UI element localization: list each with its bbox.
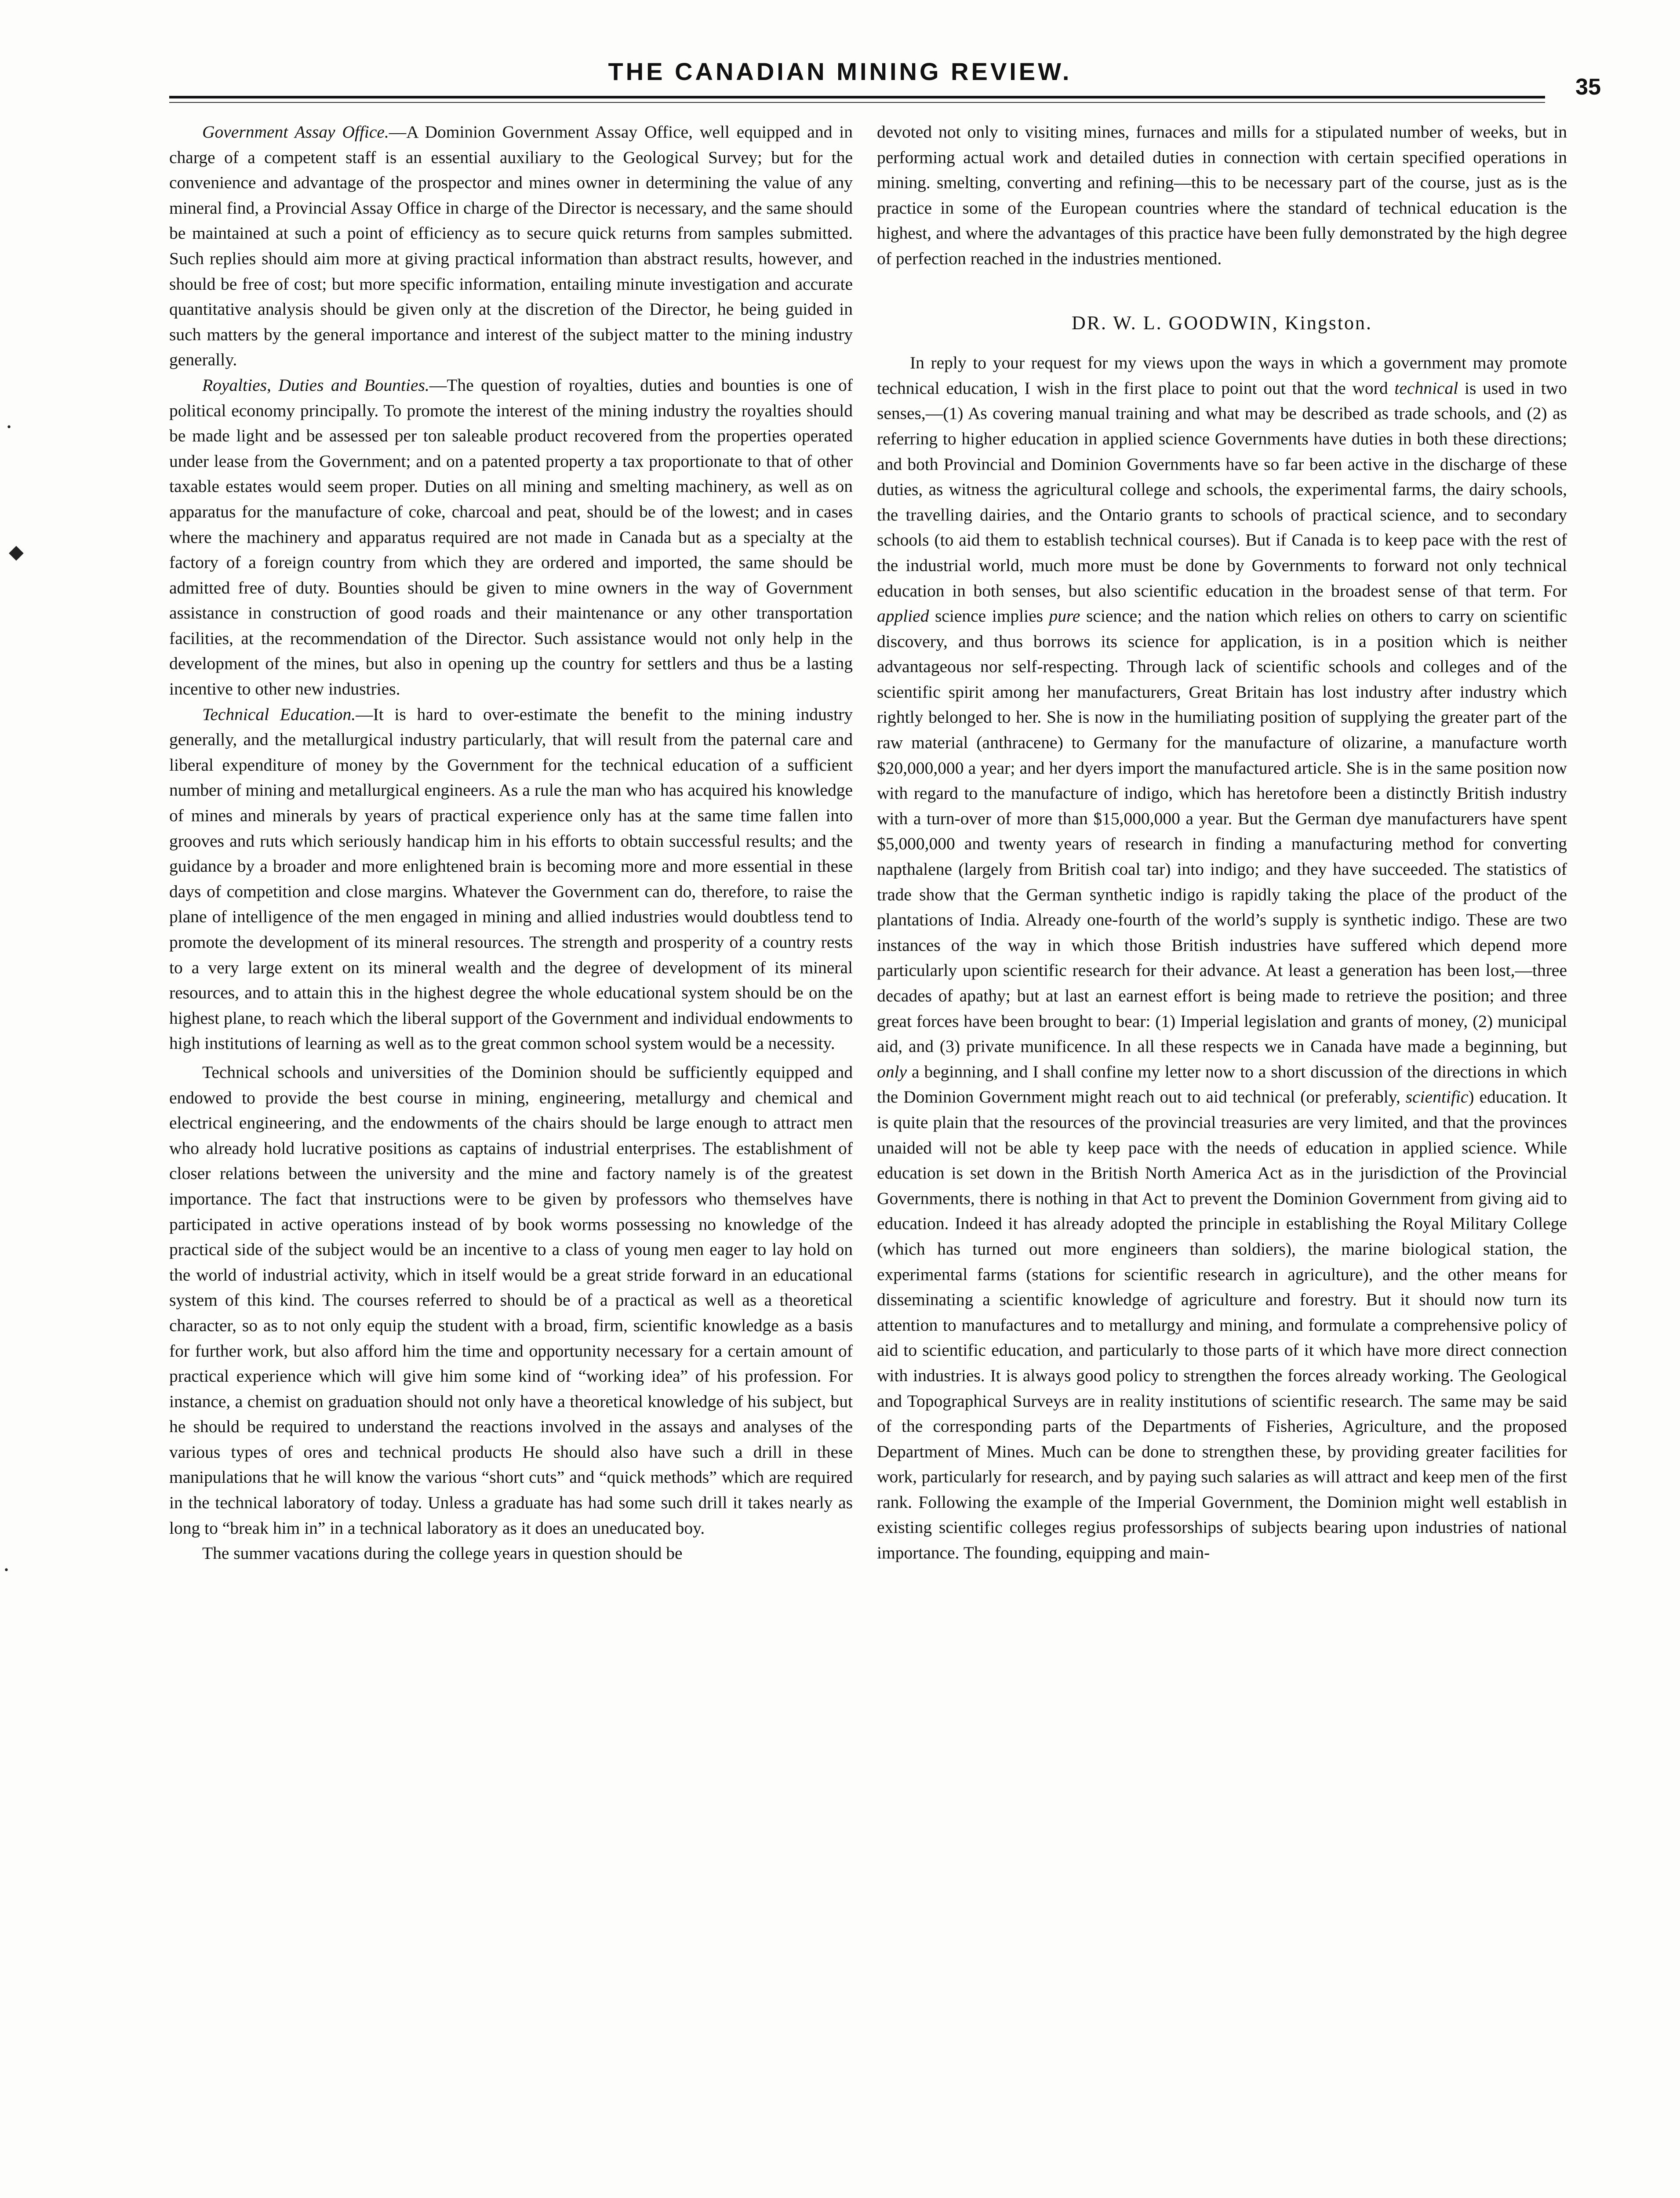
goodwin-italic-word: pure bbox=[1049, 606, 1080, 626]
right-column bbox=[877, 120, 1567, 1566]
goodwin-italic-word: only bbox=[877, 1062, 907, 1081]
goodwin-text-part: science implies bbox=[929, 606, 1049, 626]
margin-dot-lower-icon: • bbox=[4, 1565, 9, 1576]
technical-schools-paragraph: Technical schools and universities of the Dominion should be sufficiently equipped and endowed to provide the best course in mining, engineering, metallurgy and chemical and electrical engineering, and the endowments of the chairs should be large enough to attract men who already hold lucrative positions as captains of industrial enterprises. The establishment of closer relations between the university and the mine and factory namely is of the greatest importance. The fact that instructions were to be given by professors who themselves have participated in active operations instead of by book worms possessing no knowledge of the practical side of the subject would be an incentive to a class of young men eager to lay hold on the world of industrial activity, which in itself would be a great stride forward in an educational system of this kind. The courses referred to should be of a practical as well as a theoretical character, so as to not only equip the student with a broad, firm, scientific knowledge as a basis for further work, but also afford him the time and opportunity necessary for a certain amount of practical experience which will give him some kind of “working idea” of his profession. For instance, a chemist on graduation should not only have a theoretical knowledge of his subject, but he should be required to understand the reactions involved in the assays and analyses of the various types of ores and technical products He should also have such a drill in these manipulations that he will know the various “short cuts” and “quick methods” which are required in the technical laboratory of today. Unless a graduate has had some such drill it takes nearly as long to “break him in” in a technical laboratory as it does an uneducated boy. bbox=[169, 1062, 853, 1538]
royalties-title: Royalties, Duties and Bounties. bbox=[202, 375, 429, 395]
royalties-body: —The question of royalties, duties and bounties is one of political economy principally. To promote the interest of the mining industry the royalties should be made light and be assessed per ton saleable product recovered from the properties operated under lease from the Government; and on a patented property a tax proportionate to that of other taxable estates would seem proper. Duties on all mining and smelting machinery, as well as on apparatus for the manufacture of coke, charcoal and peat, should be of the lowest; and in cases where the machinery and apparatus required are not made in Canada but as a specialty at the factory of a foreign country from which they are ordered and imported, the same should be admitted free of duty. Bounties should be given to mine owners in the way of Government assistance in construction of good roads and their maintenance or any other transportation facilities, at the recommendation of the Director. Such assistance would not only help in the development of the mines, but also in opening up the country for settlers and thus be a lasting incentive to other new industries. bbox=[169, 375, 853, 699]
assay-office-body: —A Dominion Government Assay Office, well equipped and in charge of a competent staff is an essential auxiliary to the Geological Survey; but for the convenience and advantage of the prospector and mines owner in determining the value of any mineral find, a Provincial Assay Office in charge of the Director is necessary, and the same should be maintained at such a point of efficiency as to secure quick returns from samples submitted. Such replies should aim more at giving practical information than abstract results, however, and should be free of cost; but more specific information, entailing minute investigation and accurate quantitative analysis should be given only at the discretion of the Director, he being guided in such matters by the general importance and interest of the subject matter to the mining industry generally. bbox=[169, 122, 853, 370]
technical-education-body: —It is hard to over-estimate the benefit to the mining industry generally, and the metallurgical industry particularly, that will result from the paternal care and liberal expenditure of money by the Government for the technical education of a sufficient number of mining and metallurgical engineers. As a rule the man who has acquired his knowledge of mines and minerals by years of practical experience only has at the same time fallen into grooves and ruts which seriously handicap him in his efforts to obtain successful results; and the guidance by a broader and more enlightened brain is becoming more and more essential in these days of competition and close margins. Whatever the Government can do, therefore, to raise the plane of intelligence of the men engaged in mining and allied industries would doubtless tend to promote the development of its mineral resources. The strength and prosperity of a country rests to a very large extent on its mineral wealth and the degree of development of its mineral resources, and to attain this in the highest degree the whole educational system should be on the highest plane, to reach which the liberal support of the Government and individual endowments to high institutions of learning as well as to the great common school system would be a necessity. bbox=[169, 704, 853, 1053]
goodwin-italic-word: scientific bbox=[1405, 1087, 1469, 1107]
goodwin-text-part: ) education. It is quite plain that the resources of the provincial treasuries are very limited, and that the provinces unaided will not be able ty keep pace with the needs of education in applied science. While education is set down in the British North America Act as in the jurisdiction of the Provincial Governments, there is nothing in that Act to prevent the Dominion Government from giving aid to education. Indeed it has already adopted the principle in establishing the Royal Military College (which has turned out more engineers than soldiers), the marine biological station, the experimental farms (stations for scientific research in agriculture), and the other means for disseminating a scientific knowledge of agriculture and forestry. But it should now turn its attention to manufactures and to metallurgy and mining, and formulate a comprehensive policy of aid to scientific education, and particularly to those parts of it which have more direct connection with industries. It is always good policy to strengthen the forces already working. The Geological and Topographical Surveys are in reality institutions of scientific research. The same may be said of the corresponding parts of the Departments of Fisheries, Agriculture, and the proposed Department of Mines. Much can be done to strengthen these, by providing greater facilities for work, particularly for research, and by paying such salaries as will attract and keep men of the first rank. Following the example of the Imperial Government, the Dominion might well establish in existing scientific colleges regius professorships of subjects bearing upon industries of national importance. The founding, equipping and main- bbox=[877, 1087, 1567, 1563]
goodwin-text-part: science; and the nation which relies on others to carry on scientific discovery, and thus borrows its science for application, is in a position which is neither advantageous nor self-respecting. Through lack of scientific schools and colleges and of the scientific spirit among her manufacturers, Great Britain has lost industry after industry which rightly belonged to her. She is now in the humiliating position of supplying the greater part of the raw material (anthracene) to Germany for the manufacture of olizarine, a manufacture worth $20,000,000 a year; and her dyers import the manufactured article. She is in the same position now with regard to the manufacture of indigo, which has heretofore been a distinctly British industry with a turn-over of more than $15,000,000 a year. But the German dye manufacturers have spent $5,000,000 and twenty years of research in finding a manufacturing method for converting napthalene (largely from British coal tar) into indigo; and they have succeeded. The statistics of trade show that the German synthetic indigo is rapidly taking the place of the product of the plantations of India. Already one-fourth of the world’s supply is synthetic indigo. These are two instances of the way in which those British industries have suffered which depend more particularly upon scientific research for their advance. At least a generation has been lost,—three decades of apathy; but at last an earnest effort is being made to retrieve the position; and three great forces have been brought to bear: (1) Imperial legislation and grants of money, (2) municipal aid, and (3) private munificence. In all these respects we in Canada have made a beginning, but bbox=[877, 606, 1567, 1056]
header-rule-thin bbox=[169, 102, 1545, 103]
header-rule-thick bbox=[169, 96, 1545, 98]
goodwin-text-part: is used in two senses,—(1) As covering manual training and what may be described as trade schools, and (2) as referring to higher education in applied science Governments have duties in both these directions; and both Provincial and Dominion Governments have so far been active in the discharge of these duties, as witness the agricultural college and schools, the experimental farms, the dairy schools, the travelling dairies, and the Ontario grants to schools of practical science, and to secondary schools (to aid them to establish technical courses). But if Canada is to keep pace with the rest of the industrial world, much more must be done by Governments to forward not only technical education in both senses, but also scientific education in the broadest sense of that term. For bbox=[877, 378, 1567, 600]
goodwin-text-part: In reply to your request for my views upon the ways in which a government may promote technical education, I wish in the first place to point out that the word bbox=[877, 353, 1567, 398]
assay-office-paragraph bbox=[169, 120, 853, 373]
goodwin-italic-word: applied bbox=[877, 606, 929, 626]
page-number: 35 bbox=[1575, 74, 1601, 100]
goodwin-text-part: a beginning, and I shall confine my letter now to a short discussion of the directions in which the Dominion Government might reach out to aid technical (or preferably, bbox=[877, 1062, 1567, 1107]
margin-dot-icon: • bbox=[6, 422, 12, 433]
technical-education-paragraph bbox=[169, 702, 853, 1056]
goodwin-letter-paragraph bbox=[877, 350, 1567, 1566]
masthead-title: THE CANADIAN MINING REVIEW. bbox=[608, 58, 1072, 85]
left-column bbox=[169, 120, 853, 1566]
technical-education-title: Technical Education. bbox=[202, 704, 356, 724]
royalties-paragraph bbox=[169, 373, 853, 702]
summer-vacations-paragraph: The summer vacations during the college years in question should be bbox=[202, 1543, 683, 1563]
binding-hole-mark-icon: ◆ bbox=[9, 541, 24, 563]
goodwin-italic-word: technical bbox=[1394, 378, 1458, 398]
continued-paragraph: devoted not only to visiting mines, furnaces and mills for a stipulated number of weeks, but in performing actual work and detailed duties in connection with certain specified operations in mining. smelting, converting and refining—this to be necessary part of the course, just as is the practice in some of the European countries where the standard of technical education is the highest, and where the advantages of this practice have been fully demonstrated by the high degree of perfection reached in the industries mentioned. bbox=[877, 122, 1567, 268]
goodwin-section-heading: DR. W. L. GOODWIN, Kingston. bbox=[1071, 312, 1373, 334]
assay-office-title: Government Assay Office. bbox=[202, 122, 389, 142]
